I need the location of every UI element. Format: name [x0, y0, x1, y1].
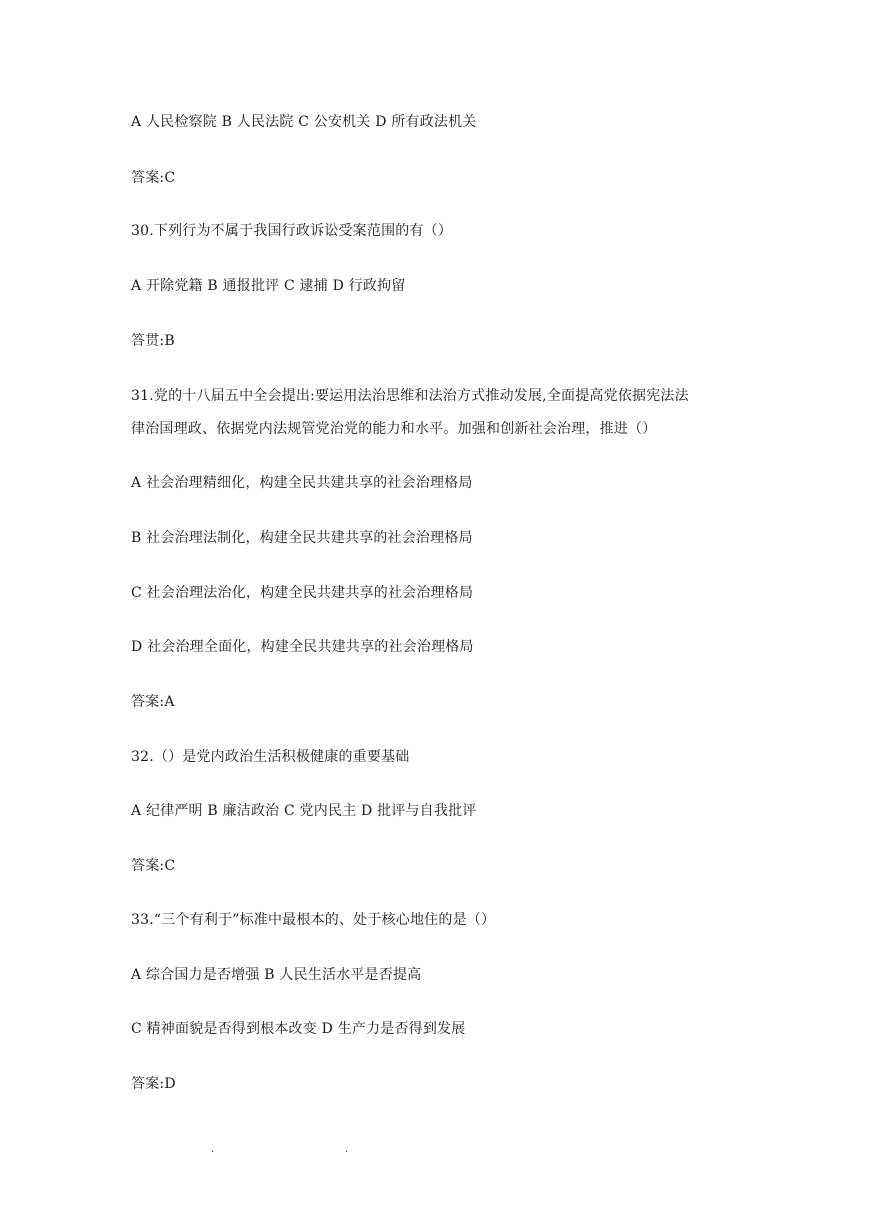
- q32-options: A 纪律严明 B 廉洁政治 C 党内民主 D 批评与自我批评: [131, 803, 477, 819]
- footer-dot-right: .: [345, 1144, 349, 1155]
- q33-options-line2: C 精神面貌是否得到根本改变 D 生产力是否得到发展: [131, 1021, 466, 1037]
- q29-answer: 答案:C: [131, 170, 176, 186]
- q31-answer: 答案:A: [131, 694, 175, 710]
- q31-option-a: A 社会治理精细化，构建全民共建共享的社会治理格局: [131, 475, 473, 491]
- footer-dot-left: .: [211, 1144, 215, 1155]
- q31-option-b: B 社会治理法制化，构建全民共建共享的社会治理格局: [131, 530, 473, 546]
- q31-option-d: D 社会治理全面化，构建全民共建共享的社会治理格局: [131, 639, 474, 655]
- q31-option-c: C 社会治理法治化，构建全民共建共享的社会治理格局: [131, 585, 474, 601]
- q30-options: A 开除党籍 B 通报批评 C 逮捕 D 行政拘留: [131, 278, 406, 294]
- q32-answer: 答案:C: [131, 858, 176, 874]
- q33-question: 33.“三个有利于”标准中最根本的、处于核心地住的是（）: [131, 912, 496, 928]
- q31-question-line1: 31.党的十八届五中全会提出:要运用法治思维和法治方式推动发展,全面提高党依据宪法法: [131, 388, 689, 404]
- q31-question-line2: 律治国理政、依据党内法规管党治党的能力和水平。加强和创新社会治理，推进（）: [131, 421, 657, 437]
- q30-answer: 答贯:B: [131, 333, 175, 349]
- q29-options: A 人民检察院 B 人民法院 C 公安机关 D 所有政法机关: [131, 114, 477, 130]
- q30-question: 30.下列行为不属于我国行政诉讼受案范围的有（）: [131, 223, 453, 239]
- q32-question: 32.（）是党内政治生活积极健康的重要基础: [131, 749, 410, 765]
- q33-answer: 答案:D: [131, 1076, 176, 1092]
- q33-options-line1: A 综合国力是否增强 B 人民生活水平是否提高: [131, 967, 422, 983]
